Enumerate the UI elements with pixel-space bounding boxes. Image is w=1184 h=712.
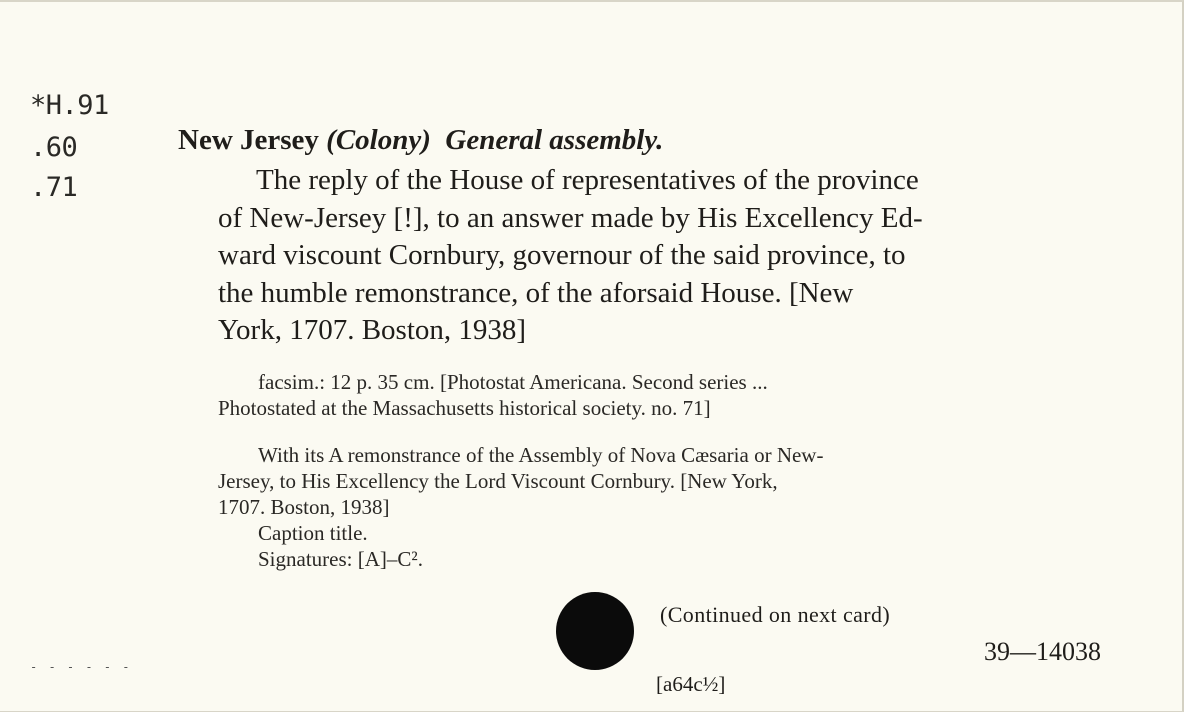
heading-author: New Jersey [178, 124, 319, 156]
card-number: 39—14038 [984, 637, 1101, 666]
heading-subheading: General assembly. [445, 124, 664, 156]
note-signatures: Signatures: [A]–C². [258, 547, 423, 571]
note-caption-title: Caption title. [258, 521, 368, 545]
with-note-paragraph [218, 442, 1136, 572]
collation-paragraph [218, 369, 1136, 421]
printer-code: [a64c½] [656, 672, 726, 696]
footer-marks: - - - - - - [30, 660, 132, 674]
card-punch-hole [556, 592, 634, 670]
with-note-line: With its A remonstrance of the Assembly of Nova Cæsaria or New- [258, 443, 824, 467]
call-number-line-1: *H.91 [30, 90, 109, 121]
call-number-line-3: .71 [30, 172, 78, 203]
main-entry-heading [178, 124, 663, 157]
with-note-line: Jersey, to His Excellency the Lord Viscount Cornbury. [New York, [218, 469, 778, 493]
with-note-line: 1707. Boston, 1938] [218, 495, 390, 519]
collation-line: Photostated at the Massachusetts historical society. no. 71] [218, 396, 711, 420]
title-line: the humble remonstrance, of the aforsaid House. [New [218, 276, 854, 309]
title-line: of New-Jersey [!], to an answer made by His Excellency Ed- [218, 201, 923, 234]
collation-line: facsim.: 12 p. 35 cm. [Photostat Americana. Second series ... [258, 370, 768, 394]
title-paragraph [218, 162, 1136, 350]
heading-qualifier: (Colony) [326, 124, 431, 156]
title-line: ward viscount Cornbury, governour of the said province, to [218, 239, 906, 271]
call-number-line-2: .60 [30, 132, 78, 163]
title-line: The reply of the House of representatives of the province [256, 164, 919, 196]
continued-notice: (Continued on next card) [660, 602, 891, 627]
title-line: York, 1707. Boston, 1938] [218, 314, 527, 346]
